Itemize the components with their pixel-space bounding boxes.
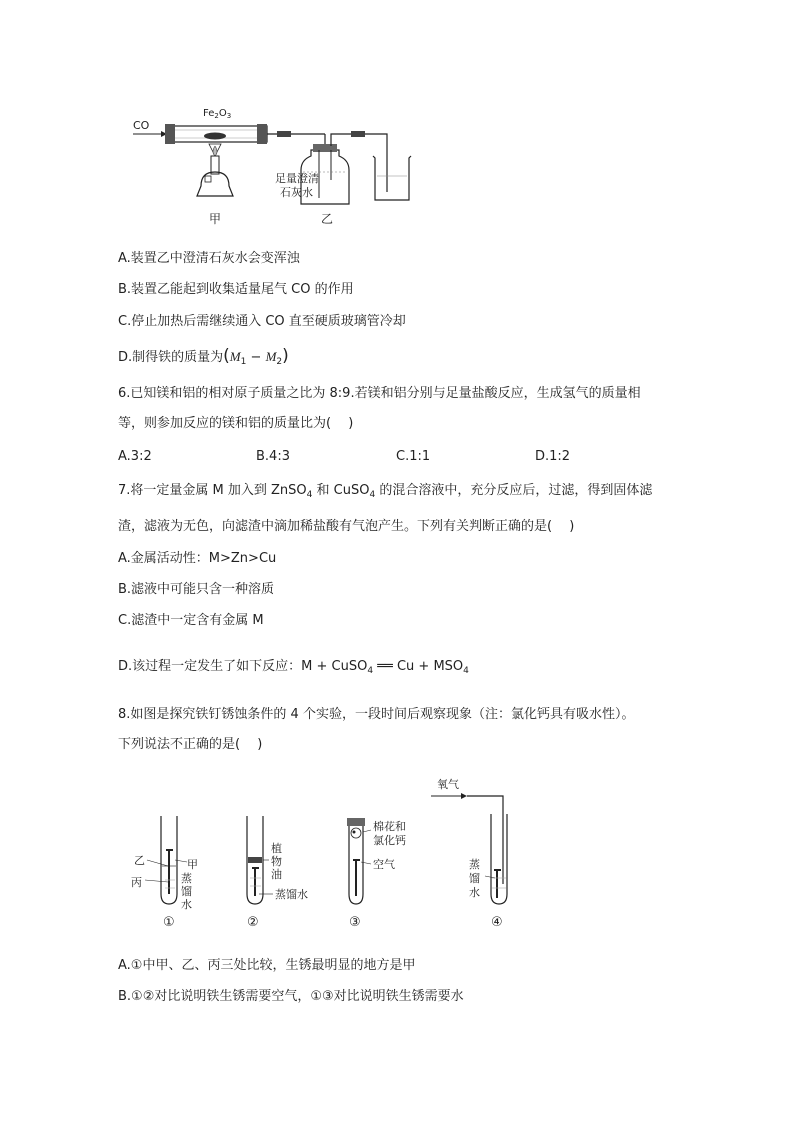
svg-text:蒸: 蒸 [181, 872, 192, 885]
label-yi: 乙 [321, 212, 334, 226]
cotton-cacl2 [351, 828, 361, 838]
svg-text:氯化钙: 氯化钙 [373, 834, 406, 847]
beaker [373, 156, 411, 200]
bottle-label-line1: 足量澄清 [275, 172, 319, 185]
iron-rusting-experiments-figure [125, 770, 535, 932]
fe2o3-powder [204, 133, 226, 140]
svg-text:蒸: 蒸 [469, 858, 480, 871]
q8-stem-line1: 8.如图是探究铁钉锈蚀条件的 4 个实验，一段时间后观察现象（注：氯化钙具有吸水性）。 [118, 707, 635, 722]
q6-option-c: C.1:1 [396, 449, 431, 464]
q6-option-d: D.1:2 [535, 449, 571, 464]
q7-option-a: A.金属活动性：M>Zn>Cu [118, 551, 277, 566]
q7-option-c: C.滤渣中一定含有金属 M [118, 613, 264, 628]
q5-option-c: C.停止加热后需继续通入 CO 直至硬质玻璃管冷却 [118, 314, 406, 329]
q7-option-b: B.滤液中可能只含一种溶质 [118, 582, 275, 597]
tube-3-number: ③ [349, 915, 361, 930]
svg-text:丙: 丙 [131, 876, 142, 889]
tube-4-number: ④ [491, 915, 503, 930]
q6-stem-line2: 等，则参加反应的镁和铝的质量比为( ) [118, 416, 354, 431]
q7-stem-line1: 7.将一定量金属 M 加入到 ZnSO$_4$ 和 CuSO$_4$ 的混合溶液中，充分反应后，过滤，得到固体滤 [118, 483, 653, 500]
svg-text:馏: 馏 [181, 885, 192, 898]
q5-option-a: A.装置乙中澄清石灰水会变浑浊 [118, 251, 300, 266]
test-tube-1 [131, 816, 198, 930]
svg-text:棉花和: 棉花和 [373, 820, 406, 833]
alcohol-burner [197, 172, 233, 196]
test-tube-4 [431, 777, 507, 930]
tube-2-number: ② [247, 915, 259, 930]
q6-option-a: A.3:2 [118, 449, 152, 464]
q5-option-d: D.制得铁的质量为$(M_1 - M_2)$ [118, 346, 289, 367]
test-tube-2 [247, 816, 308, 930]
svg-text:馏: 馏 [469, 872, 480, 885]
oil-layer [248, 857, 262, 863]
label-jia: 甲 [209, 212, 222, 226]
test-tube-3 [347, 818, 406, 930]
co-inlet-label: CO [133, 119, 150, 132]
q8-stem-line2: 下列说法不正确的是( ) [118, 737, 263, 752]
svg-text:乙: 乙 [134, 854, 145, 867]
oxygen-label: 氧气 [437, 778, 459, 791]
q6-option-b: B.4:3 [256, 449, 290, 464]
svg-text:水: 水 [469, 886, 480, 899]
svg-text:空气: 空气 [373, 858, 395, 871]
tube-1-number: ① [163, 915, 175, 930]
svg-text:Fe2O3: $Fe_2O_3$ [203, 108, 232, 120]
q6-stem-line1: 6.已知镁和铝的相对原子质量之比为 8:9.若镁和铝分别与足量盐酸反应，生成氢气的质量相 [118, 386, 641, 401]
q5-option-b: B.装置乙能起到收集适量尾气 CO 的作用 [118, 282, 354, 297]
q8-option-a: A.①中甲、乙、丙三处比较，生锈最明显的地方是甲 [118, 958, 416, 973]
co-reduction-apparatus-figure [125, 100, 425, 235]
svg-text:油: 油 [271, 868, 282, 881]
svg-text:甲: 甲 [187, 858, 198, 871]
stopper [347, 818, 365, 826]
svg-text:蒸馏水: 蒸馏水 [275, 888, 308, 901]
q7-option-d: D.该过程一定发生了如下反应：M + CuSO$_4$ ══ $Cu + MSO_4$ [118, 659, 469, 676]
q7-stem-line2: 渣，滤液为无色，向滤渣中滴加稀盐酸有气泡产生。下列有关判断正确的是( ) [118, 519, 575, 534]
svg-text:植: 植 [271, 842, 282, 855]
q8-option-b: B.①②对比说明铁生锈需要空气，①③对比说明铁生锈需要水 [118, 989, 464, 1004]
bottle-label-line2: 石灰水 [280, 186, 313, 199]
flame [213, 146, 217, 156]
svg-text:水: 水 [181, 898, 192, 911]
svg-text:物: 物 [271, 855, 282, 868]
